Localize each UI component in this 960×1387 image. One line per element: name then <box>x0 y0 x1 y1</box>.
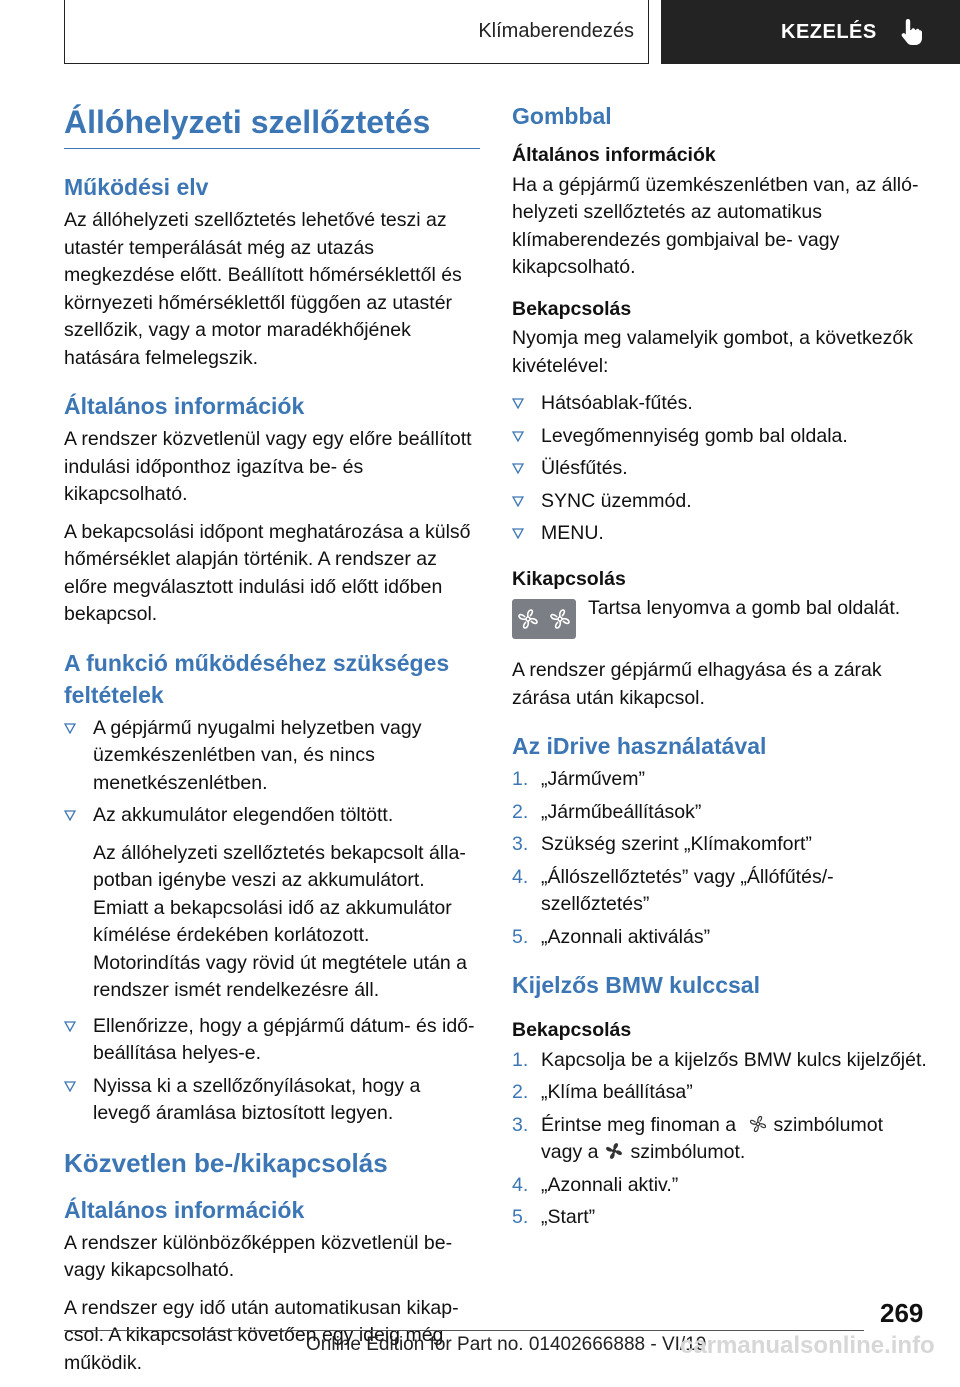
step-text: „Start” <box>541 1206 596 1228</box>
list-item <box>512 1079 928 1107</box>
list-item-text: Levegőmennyiség gomb bal oldala. <box>541 424 848 447</box>
triangle-bullet-icon <box>64 810 76 821</box>
step-text: szimbólumot vagy a <box>541 1113 883 1163</box>
key-steps <box>512 1047 928 1232</box>
footer-edition: Online Edition for Part no. 01402666888 - VI/19 <box>306 1334 707 1355</box>
list-item-text: Nyissa ki a szellőzőnyílásokat, hogy a levegő áramlása biztosított legyen. <box>93 1074 421 1124</box>
step-text: „Azonnali aktiv.” <box>541 1173 679 1196</box>
list-item <box>512 423 928 451</box>
list-item <box>512 1204 928 1232</box>
off-instruction <box>512 595 928 645</box>
step-number: 4. <box>512 865 529 888</box>
list-item <box>512 1172 928 1200</box>
general-heading: Általános információk <box>64 393 305 419</box>
requirements-list <box>64 715 480 830</box>
triangle-bullet-icon <box>512 398 524 409</box>
button-general-title: Általános információk <box>512 144 716 166</box>
general-section <box>64 390 480 629</box>
step-number: 3. <box>512 1113 529 1136</box>
header-section-title: Klímaberendezés <box>478 20 634 42</box>
header-section-box <box>64 0 649 64</box>
list-item <box>512 766 928 794</box>
button-on-text: Nyomja meg valamelyik gombot, a következők kivételével: <box>512 327 913 377</box>
principle-section <box>64 171 480 372</box>
list-item-text: A gépjármű nyugalmi helyzetben vagy üzemkészenlétben van, és nincs menetkészenlétben. <box>93 716 422 794</box>
list-item-text: Ellenőrizze, hogy a gépjármű dátum- és időbeállítása helyes-e. <box>93 1014 475 1064</box>
step-number: 2. <box>512 1081 529 1103</box>
step-text: „Állószellőztetés” vagy „Állófűtés/szellőztetés” <box>541 865 834 915</box>
fan-button-image <box>512 599 576 639</box>
list-item-text: MENU. <box>541 522 604 544</box>
list-item <box>512 455 928 483</box>
button-off-text: Tartsa lenyomva a gomb bal oldalát. <box>588 597 901 619</box>
step-text: „Járműbeállítások” <box>541 800 702 823</box>
idrive-heading: Az iDrive használatával <box>512 733 767 759</box>
title-divider <box>64 148 480 149</box>
list-item <box>512 799 928 827</box>
triangle-bullet-icon <box>512 496 524 507</box>
direct-sub-heading: Általános információk <box>64 1196 305 1223</box>
requirements-list-cont <box>64 1013 480 1128</box>
list-item-text: Ülésfűtés. <box>541 457 628 479</box>
list-item <box>64 1073 480 1128</box>
list-item <box>512 520 928 548</box>
triangle-bullet-icon <box>512 431 524 442</box>
ventilation-symbol-icon <box>748 1114 768 1134</box>
requirements-section <box>64 647 480 1128</box>
list-item-text: Hátsóablak-fűtés. <box>541 392 693 414</box>
triangle-bullet-icon <box>512 528 524 539</box>
step-number: 2. <box>512 800 529 823</box>
general-text-2: A bekapcsolási időpont meghatározása a külső hőmérséklet alapján történik. A rendszer az előre megválasztott indulási idő előtt időben bekapcsol. <box>64 520 471 625</box>
triangle-bullet-icon <box>64 723 76 734</box>
principle-text: Az állóhelyzeti szellőztetés lehetővé teszi az utastér temperálását még az utazás megkezdése előtt. Beállított hőmérséklettől és környezeti hőmérséklettől függően az utastér szellőzik, vagy a motor maradékhőjének hatására felmelegszik. <box>64 209 462 369</box>
direct-text-1: A rendszer különbözőképpen közvetlenül be- vagy kikapcsolható. <box>64 1231 453 1281</box>
button-general-text: Ha a gépjármű üzemkészenlétben van, az állóhelyzeti szellőztetés az automatikus klímaberendezés gombjaival be- vagy kikapcsolható. <box>512 173 919 278</box>
list-item-text: SYNC üzemmód. <box>541 489 692 512</box>
watermark: carmanualsonline.info <box>680 1332 935 1359</box>
footer-divider <box>64 1330 864 1331</box>
battery-note: Az állóhelyzeti szellőztetés bekapcsolt állapotban igénybe veszi az akkumulátort. Emiatt a bekapcsolási idő az akkumulátor kímélése érdekében korlátozott. Motorindítás vagy rövid út megtétele után a rendszer ismét rendelkezésre áll. <box>93 841 467 1001</box>
idrive-section <box>512 730 928 951</box>
button-section <box>512 100 928 712</box>
general-text-1: A rendszer közvetlenül vagy egy előre beállított indulási időponthoz igazítva be- és kikapcsolható. <box>64 428 472 505</box>
step-number: 4. <box>512 1173 529 1196</box>
triangle-bullet-icon <box>512 463 524 474</box>
key-heading: Kijelzős BMW kulccsal <box>512 972 760 998</box>
direct-heading: Közvetlen be-/kikapcsolás <box>64 1147 388 1178</box>
step-text: „Klíma beállítása” <box>541 1081 693 1103</box>
pointing-hand-icon <box>899 17 925 47</box>
direct-text-2: A rendszer egy idő után automatikusan kikapcsol. A kikapcsolást követően egy ideig még működik. <box>64 1296 459 1374</box>
step-text: Kapcsolja be a kijelzős BMW kulcs kijelzőjét. <box>541 1048 927 1071</box>
principle-heading: Működési elv <box>64 174 209 200</box>
list-item <box>512 1112 928 1167</box>
header-chapter-title: KEZELÉS <box>781 20 877 43</box>
fan-off-icon <box>516 607 540 631</box>
triangle-bullet-icon <box>64 1021 76 1032</box>
list-item <box>512 864 928 919</box>
list-item <box>64 715 480 798</box>
step-number: 5. <box>512 1206 529 1228</box>
step-number: 3. <box>512 833 529 855</box>
key-section <box>512 969 928 1232</box>
right-column <box>512 96 928 1242</box>
step-text: szimbólumot. <box>630 1141 746 1163</box>
fan-symbol-icon <box>604 1141 624 1161</box>
list-item <box>64 1013 480 1068</box>
step-text: „Azonnali aktiválás” <box>541 925 711 948</box>
requirements-heading: A funkció működéséhez szükséges feltételek <box>64 649 450 708</box>
list-item <box>512 1047 928 1075</box>
triangle-bullet-icon <box>64 1081 76 1092</box>
step-text: Szükség szerint „Klímakomfort” <box>541 833 812 855</box>
step-text: Érintse meg finoman a <box>541 1113 737 1136</box>
list-item <box>512 488 928 516</box>
step-text: „Járművem” <box>541 768 646 790</box>
list-item <box>64 802 480 830</box>
page-title: Állóhelyzeti szellőztetés <box>64 104 431 140</box>
step-number: 1. <box>512 768 529 790</box>
button-off-title: Kikapcsolás <box>512 567 626 590</box>
list-item <box>512 390 928 418</box>
list-item-text: Az akkumulátor elegendően töltött. <box>93 804 394 826</box>
left-column <box>64 96 480 1387</box>
button-off-note: A rendszer gépjármű elhagyása és a zárak zárása után kikapcsol. <box>512 659 882 709</box>
page-number: 269 <box>880 1298 924 1328</box>
button-heading: Gombbal <box>512 103 612 129</box>
exceptions-list <box>512 390 928 548</box>
header-chapter-box <box>661 0 960 64</box>
step-number: 1. <box>512 1048 529 1071</box>
list-item <box>512 831 928 859</box>
fan-icon <box>548 607 572 631</box>
key-on-title: Bekapcsolás <box>512 1019 632 1041</box>
list-item <box>512 924 928 952</box>
idrive-steps <box>512 766 928 951</box>
button-on-title: Bekapcsolás <box>512 297 632 320</box>
step-number: 5. <box>512 925 529 948</box>
